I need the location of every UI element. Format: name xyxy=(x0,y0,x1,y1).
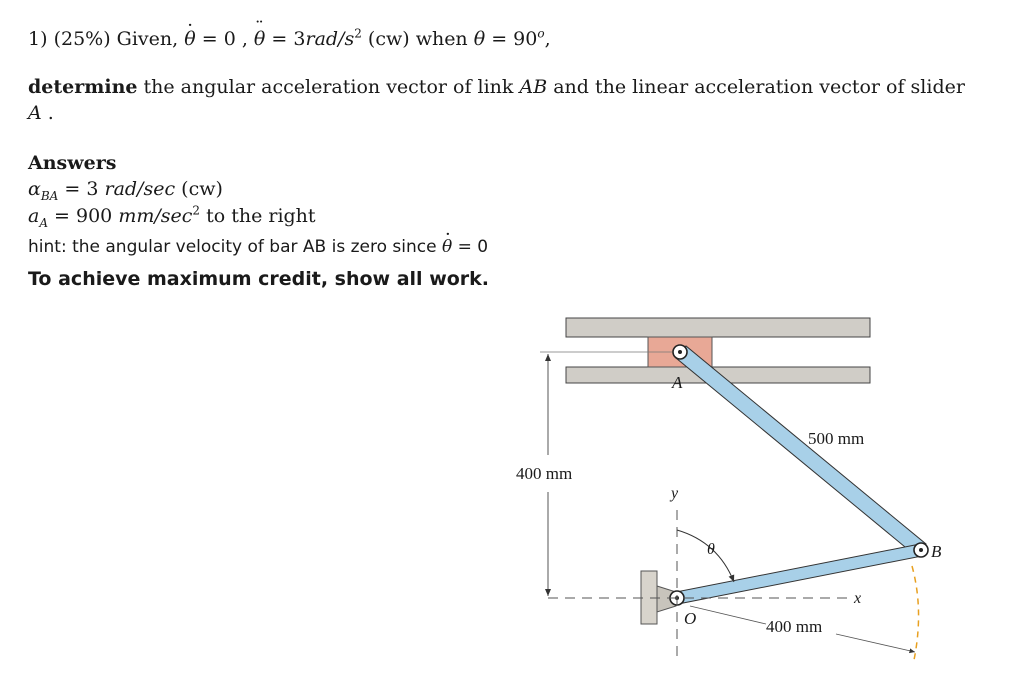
dim-OB-line-1 xyxy=(690,606,766,624)
instruction-text-1: the angular acceleration vector of link xyxy=(143,76,514,98)
upper-rail xyxy=(566,318,870,337)
slider-name: A xyxy=(28,102,42,124)
hint-text: hint: the angular velocity of bar AB is zero since xyxy=(28,237,437,257)
theta-arc xyxy=(677,530,734,582)
alpha-value: = 3 xyxy=(64,178,99,200)
given-label: Given, xyxy=(116,28,179,50)
label-theta: θ xyxy=(707,541,715,558)
theta-ddot-exponent: 2 xyxy=(354,26,362,41)
alpha-symbol: α xyxy=(28,178,41,200)
accel-symbol: a xyxy=(28,205,40,227)
link-name: AB xyxy=(519,76,548,98)
trailing-comma: , xyxy=(544,28,551,50)
accel-subscript: A xyxy=(39,215,48,230)
accel-direction: to the right xyxy=(206,205,316,227)
when-label: when xyxy=(415,28,468,50)
theta-ddot-symbol: ¨ θ xyxy=(254,28,265,50)
theta-symbol: θ xyxy=(473,28,486,50)
dim-vertical-label: 400 mm xyxy=(516,464,573,483)
label-A: A xyxy=(672,373,683,392)
problem-weight: (25%) xyxy=(53,28,111,50)
theta-ddot-direction: (cw) xyxy=(367,28,410,50)
hint-theta-dot: · θ xyxy=(442,237,452,257)
dim-AB-label: 500 mm xyxy=(808,429,865,448)
instruction-verb: determine xyxy=(28,76,138,98)
path-arc-B xyxy=(912,566,919,660)
label-B: B xyxy=(931,542,942,561)
alpha-subscript: BA xyxy=(40,188,59,203)
answers-heading: Answers xyxy=(28,152,117,174)
accel-unit: mm/sec xyxy=(118,205,193,227)
degree-mark: o xyxy=(537,26,545,41)
pin-B-center xyxy=(919,548,923,552)
accel-value: = 900 xyxy=(54,205,113,227)
label-x: x xyxy=(854,590,862,607)
theta-value: = 90 xyxy=(491,28,538,50)
alpha-direction: (cw) xyxy=(181,178,223,200)
theta-dot-value: = 0 , xyxy=(201,28,248,50)
label-O: O xyxy=(684,609,697,628)
label-y: y xyxy=(671,485,679,502)
hint-equation: = 0 xyxy=(457,237,489,257)
dim-OB-line-2 xyxy=(836,634,915,652)
alpha-unit: rad/sec xyxy=(104,178,176,200)
pin-A-center xyxy=(678,350,682,354)
credit-note: To achieve maximum credit, show all work. xyxy=(28,268,490,290)
instruction-period: . xyxy=(47,102,54,124)
accel-exponent: 2 xyxy=(192,203,201,218)
problem-number: 1) xyxy=(28,28,48,50)
theta-ddot-value: = 3 xyxy=(271,28,306,50)
dim-OB-label: 400 mm xyxy=(766,617,823,636)
theta-ddot-unit: rad/s xyxy=(305,28,355,50)
theta-dot-symbol: · θ xyxy=(184,28,195,50)
instruction-text-2: and the linear acceleration vector of slider xyxy=(553,76,965,98)
